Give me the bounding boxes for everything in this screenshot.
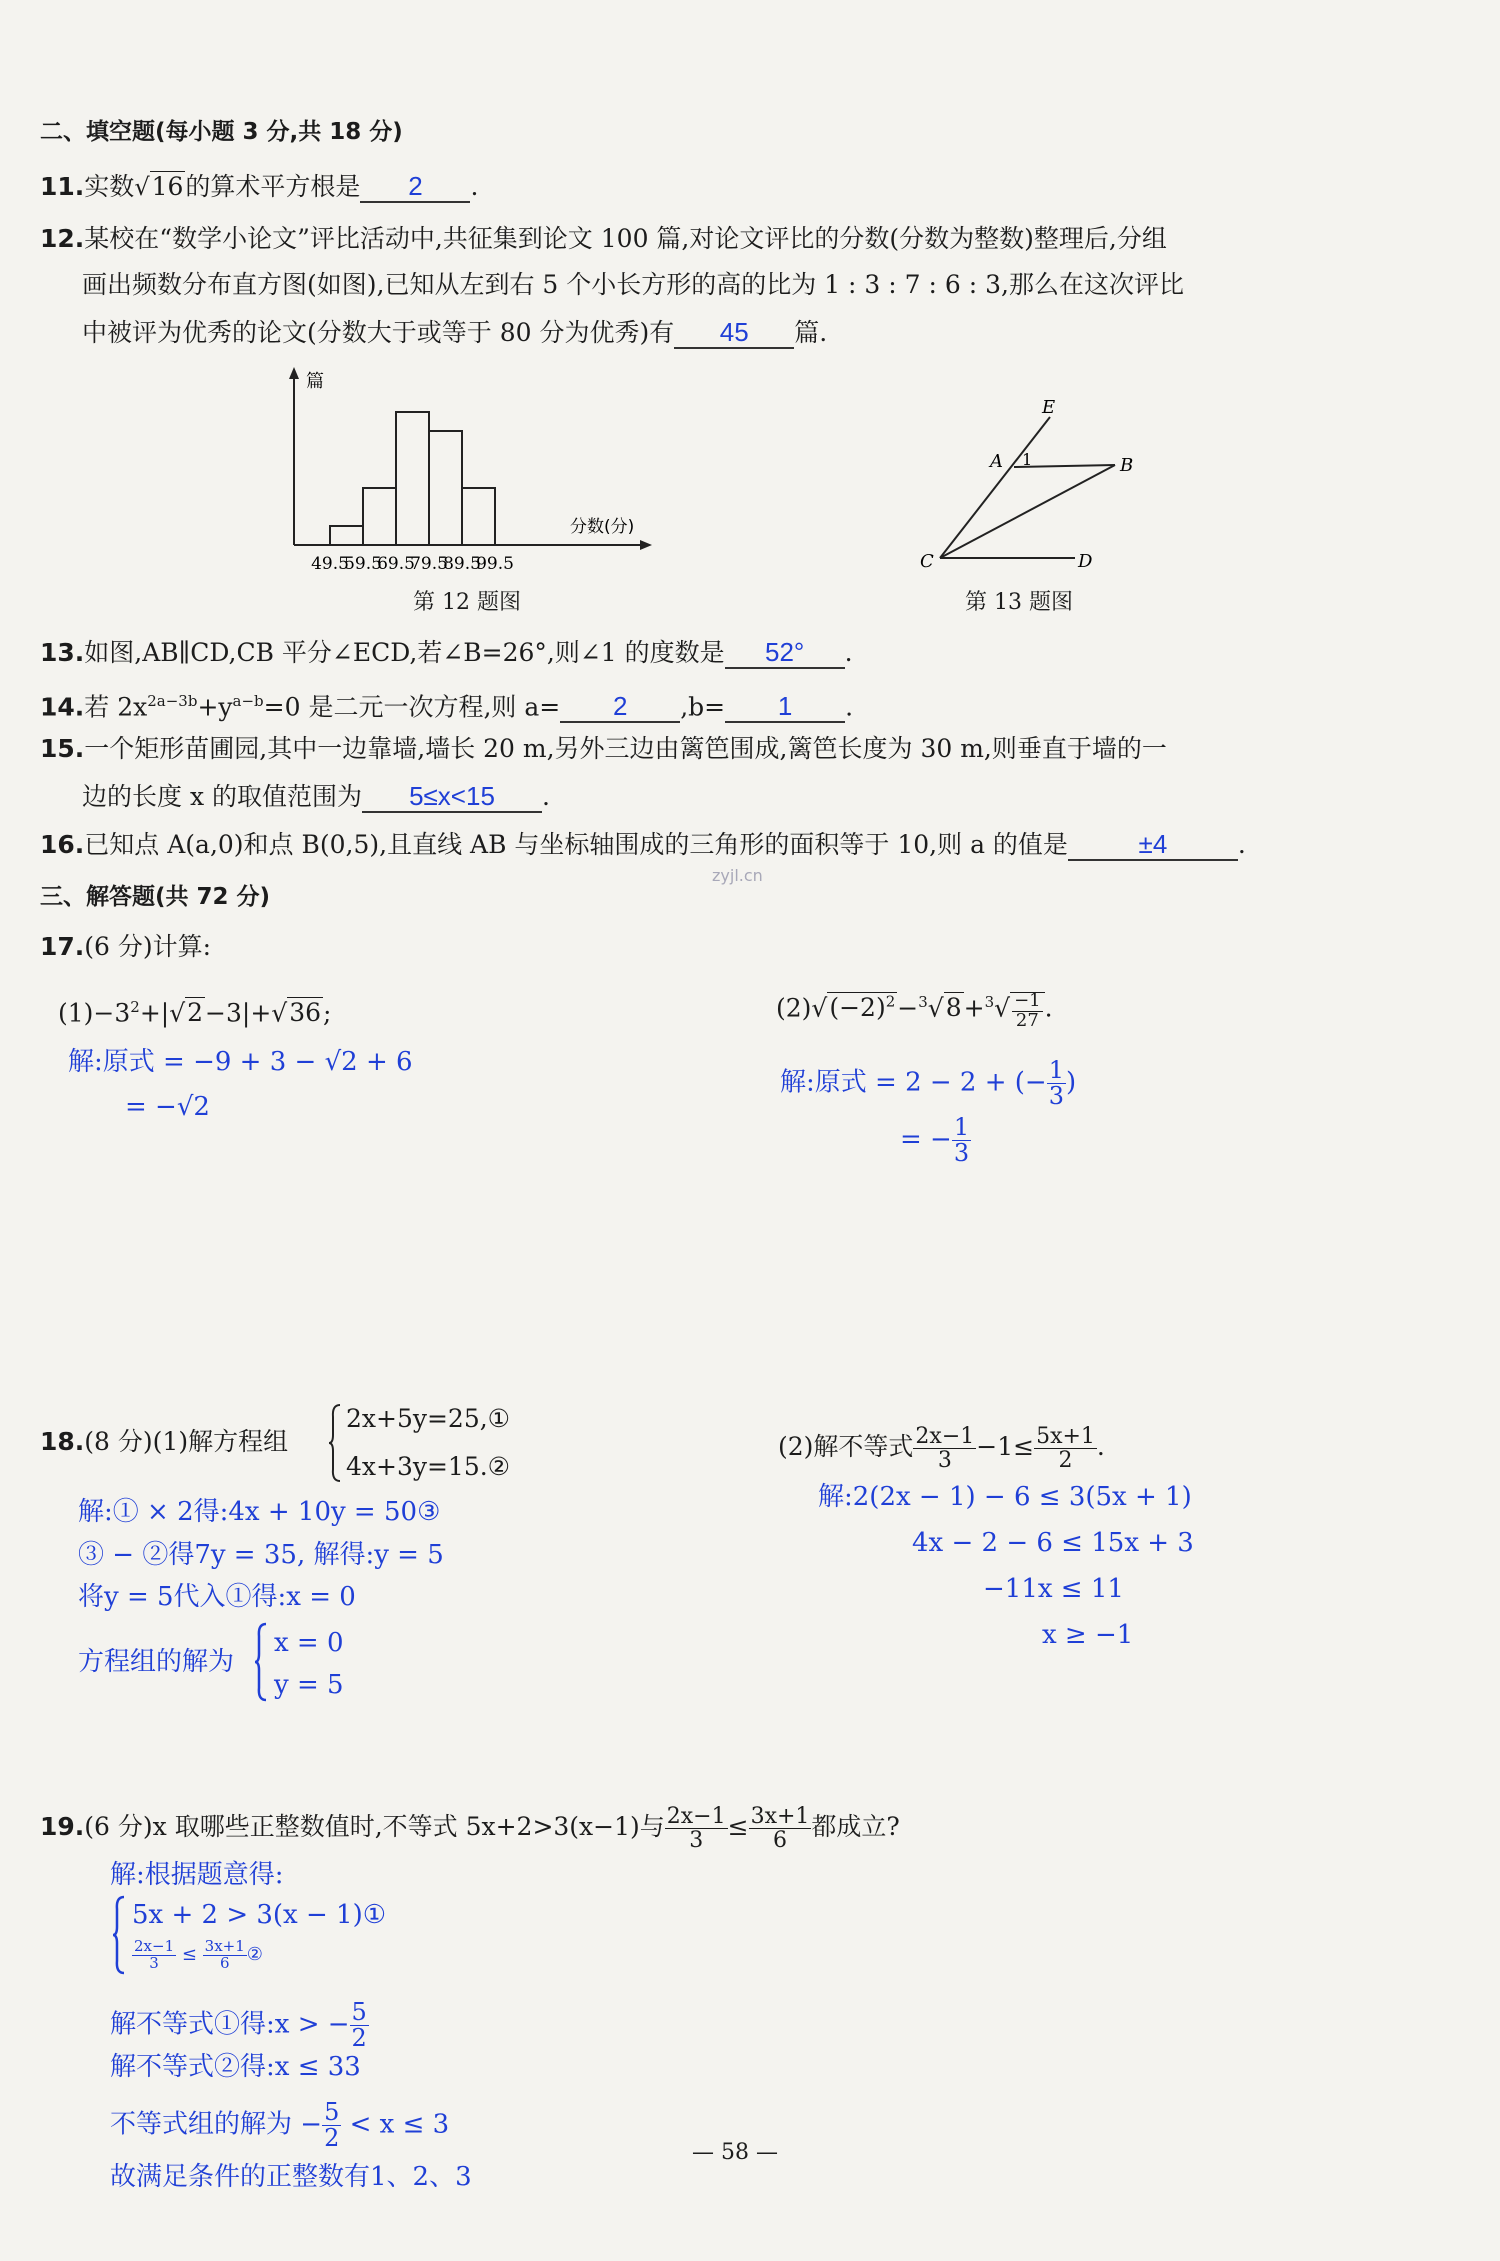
question-text: 中被评为优秀的论文(分数大于或等于 80 分为优秀)有 bbox=[82, 318, 675, 347]
part-label: (1) bbox=[58, 998, 94, 1028]
q19-system-ineq-2: $\frac{2x-1}{3}$ ≤ $\frac{3x+1}{6}$ ② bbox=[134, 1936, 263, 1972]
line-CE bbox=[940, 417, 1050, 558]
q17-solution-2-line2: = − $\frac{1}{3}$ bbox=[900, 1113, 970, 1168]
x-tick-label: 79.5 bbox=[410, 554, 448, 574]
system-brace bbox=[328, 1403, 342, 1483]
solution-text: 不等式组的解为 − bbox=[110, 2109, 323, 2140]
answer-12: 45 bbox=[674, 317, 794, 349]
unit: 篇. bbox=[794, 318, 828, 347]
question-number: 15. bbox=[40, 734, 85, 763]
point-D-label: D bbox=[1078, 551, 1093, 572]
answer-11: 2 bbox=[360, 171, 470, 203]
answer-15: 5≤x<15 bbox=[362, 781, 542, 813]
radicand: 16 bbox=[151, 172, 184, 201]
question-18-part2: (2)解不等式 $\frac{2x-1}{3}$ −1≤ $\frac{5x+1}{2}$ . bbox=[778, 1424, 1105, 1474]
question-text: 实数 bbox=[84, 172, 135, 201]
question-12-line2: 画出频数分布直方图(如图),已知从左到右 5 个小长方形的高的比为 1 : 3 : 7 : 6 : 3,那么在这次评比 bbox=[82, 270, 1184, 299]
question-18 bbox=[40, 1425, 288, 1459]
system-equation-1: 2x+5y=25,① bbox=[346, 1404, 511, 1433]
q19-solution-line3: 解不等式①得:x > − $\frac{5}{2}$ bbox=[110, 1998, 367, 2053]
q18-solution-y: y = 5 bbox=[274, 1670, 344, 1700]
x-axis-label: 分数(分) bbox=[570, 517, 635, 537]
x-tick-label: 59.5 bbox=[344, 554, 382, 574]
question-text: 如图,AB∥CD,CB 平分∠ECD,若∠B=26°,则∠1 的度数是 bbox=[84, 638, 725, 667]
question-number: 14. bbox=[40, 692, 85, 722]
line-CB bbox=[940, 465, 1115, 558]
histogram-bar-49.5-59.5 bbox=[330, 526, 363, 545]
q18-solution-x: x = 0 bbox=[274, 1628, 344, 1658]
question-text: 的算术平方根是 bbox=[185, 172, 361, 201]
section-fill-blank-heading: 二、填空题(每小题 3 分,共 18 分) bbox=[40, 119, 403, 145]
solution-text: 解:原式 = 2 − 2 + (− bbox=[780, 1067, 1047, 1098]
histogram-bar-79.5-89.5 bbox=[429, 431, 462, 545]
x-tick-label: 99.5 bbox=[476, 554, 514, 574]
system-equation-2: 4x+3y=15.② bbox=[346, 1452, 511, 1481]
q18-solution-1-line1: 解:① × 2得:4x + 10y = 50③ bbox=[78, 1497, 441, 1527]
q18-solution-2-line3: −11x ≤ 11 bbox=[983, 1574, 1124, 1604]
y-axis-label: 篇 bbox=[306, 371, 324, 392]
x-tick-label: 49.5 bbox=[311, 554, 349, 574]
q19-solution-line1: 解:根据题意得: bbox=[110, 1860, 284, 1890]
question-15-line2: 边的长度 x 的取值范围为 5≤x<15 . bbox=[82, 781, 550, 811]
question-17-part1: $(1)-3^2+|√2-3|+√36$; bbox=[58, 998, 332, 1028]
question-text: =0 是二元一次方程,则 a= bbox=[263, 692, 561, 722]
question-text: (6 分)计算: bbox=[84, 932, 212, 961]
answer-14-a: 2 bbox=[560, 691, 680, 723]
histogram-bar-69.5-79.5 bbox=[396, 412, 429, 545]
page-number: — 58 — bbox=[692, 2140, 778, 2165]
geometry-figure-13 bbox=[920, 395, 1200, 575]
question-text: (2)解不等式 bbox=[778, 1432, 914, 1462]
question-text: 已知点 A(a,0)和点 B(0,5),且直线 AB 与坐标轴围成的三角形的面积等于 10,则 a 的值是 bbox=[84, 830, 1068, 859]
q19-solution-line6: 故满足条件的正整数有1、2、3 bbox=[110, 2162, 472, 2192]
q19-system-ineq-1: 5x + 2 > 3(x − 1)① bbox=[132, 1900, 387, 1930]
q18-solution-1-line2: ③ − ②得7y = 35, 解得:y = 5 bbox=[78, 1540, 444, 1570]
q18-solution-1-final: 方程组的解为 bbox=[78, 1647, 235, 1677]
question-text: ,b= bbox=[680, 692, 726, 722]
question-text: (6 分)x 取哪些正整数值时,不等式 5x+2>3(x−1)与 bbox=[84, 1812, 665, 1842]
question-11: 11.实数√16的算术平方根是 2 . bbox=[40, 171, 479, 201]
answer-16: ±4 bbox=[1068, 829, 1238, 861]
solution-brace bbox=[254, 1622, 268, 1702]
section-solve-heading: 三、解答题(共 72 分) bbox=[40, 884, 271, 910]
question-12-line3 bbox=[82, 316, 827, 350]
question-number: 12. bbox=[40, 224, 85, 253]
q17-solution-2-line1: 解:原式 = 2 − 2 + (− $\frac{1}{3}$ ) bbox=[780, 1056, 1077, 1111]
question-17-part2: $(2)√(-2)^2-^3√8+^3√$ $\frac{-1}{27}$ . bbox=[776, 990, 1053, 1032]
question-number: 18. bbox=[40, 1427, 85, 1456]
question-text: 若 2x bbox=[84, 692, 148, 722]
q18-solution-1-line3: 将y = 5代入①得:x = 0 bbox=[78, 1582, 356, 1612]
question-14: 14.若 $2x^{2a-3b}+y^{a-b}=0$ 是二元一次方程,则 a= 2 ,b= 1 . bbox=[40, 691, 854, 722]
watermark: zyjl.cn bbox=[712, 866, 763, 885]
question-text: 边的长度 x 的取值范围为 bbox=[82, 782, 362, 811]
question-text: 一个矩形苗圃园,其中一边靠墙,墙长 20 m,另外三边由篱笆围成,篱笆长度为 30 m,则垂直于墙的一 bbox=[84, 734, 1167, 763]
q17-solution-1-line2: = −√2 bbox=[125, 1092, 210, 1122]
solution-text: < x ≤ 3 bbox=[349, 2109, 450, 2140]
solution-text: = − bbox=[900, 1124, 952, 1155]
q17-solution-1-line1: 解:原式 = −9 + 3 − √2 + 6 bbox=[68, 1047, 413, 1077]
question-17 bbox=[40, 930, 211, 964]
solution-text: 解不等式①得:x > − bbox=[110, 2009, 350, 2040]
question-text: 都成立? bbox=[811, 1812, 900, 1842]
point-E-label: E bbox=[1042, 397, 1056, 418]
x-axis-arrow bbox=[640, 540, 652, 550]
part-label: (2) bbox=[776, 993, 812, 1023]
question-number: 13. bbox=[40, 638, 85, 667]
question-number: 16. bbox=[40, 830, 85, 859]
question-number: 11. bbox=[40, 172, 85, 201]
q18-solution-2-line1: 解:2(2x − 1) − 6 ≤ 3(5x + 1) bbox=[818, 1482, 1192, 1512]
question-text: (8 分)(1)解方程组 bbox=[84, 1427, 289, 1456]
question-text: 某校在“数学小论文”评比活动中,共征集到论文 100 篇,对论文评比的分数(分数为整数)整理后,分组 bbox=[84, 224, 1167, 253]
x-tick-label: 69.5 bbox=[377, 554, 415, 574]
histogram-chart bbox=[270, 365, 670, 585]
histogram-bar-89.5-99.5 bbox=[462, 488, 495, 545]
question-13: 13.如图,AB∥CD,CB 平分∠ECD,若∠B=26°,则∠1 的度数是 52° . bbox=[40, 637, 853, 667]
question-number: 17. bbox=[40, 932, 85, 961]
x-tick-label: 89.5 bbox=[443, 554, 481, 574]
question-16: 16.已知点 A(a,0)和点 B(0,5),且直线 AB 与坐标轴围成的三角形的面积等于 10,则 a 的值是 ±4 . bbox=[40, 829, 1246, 859]
point-A-label: A bbox=[990, 451, 1003, 472]
exponent: 2a−3b bbox=[147, 692, 198, 710]
q19-solution-line4: 解不等式②得:x ≤ 33 bbox=[110, 2052, 361, 2082]
answer-13: 52° bbox=[725, 637, 845, 669]
figure-12-caption: 第 12 题图 bbox=[413, 590, 521, 615]
exponent: a−b bbox=[232, 692, 264, 710]
question-text: +y bbox=[197, 692, 233, 722]
figure-13-caption: 第 13 题图 bbox=[965, 590, 1073, 615]
question-number: 19. bbox=[40, 1812, 85, 1842]
y-axis-arrow bbox=[289, 367, 299, 379]
point-B-label: B bbox=[1120, 455, 1134, 476]
q19-system-brace bbox=[112, 1895, 126, 1975]
question-15-line1 bbox=[40, 732, 1167, 766]
point-C-label: C bbox=[920, 551, 934, 572]
histogram-bar-59.5-69.5 bbox=[363, 488, 396, 545]
question-19: 19.(6 分)x 取哪些正整数值时,不等式 5x+2>3(x−1)与 $\frac{2x-1}{3}$ ≤ $\frac{3x+1}{6}$ 都成立? bbox=[40, 1804, 900, 1854]
answer-14-b: 1 bbox=[725, 691, 845, 723]
q18-solution-2-line4: x ≥ −1 bbox=[1042, 1620, 1134, 1650]
q18-solution-2-line2: 4x − 2 − 6 ≤ 15x + 3 bbox=[912, 1528, 1194, 1558]
question-12-line1 bbox=[40, 222, 1167, 256]
angle-1-label: 1 bbox=[1022, 450, 1033, 469]
q19-solution-line5: 不等式组的解为 − $\frac{5}{2}$ < x ≤ 3 bbox=[110, 2098, 450, 2153]
